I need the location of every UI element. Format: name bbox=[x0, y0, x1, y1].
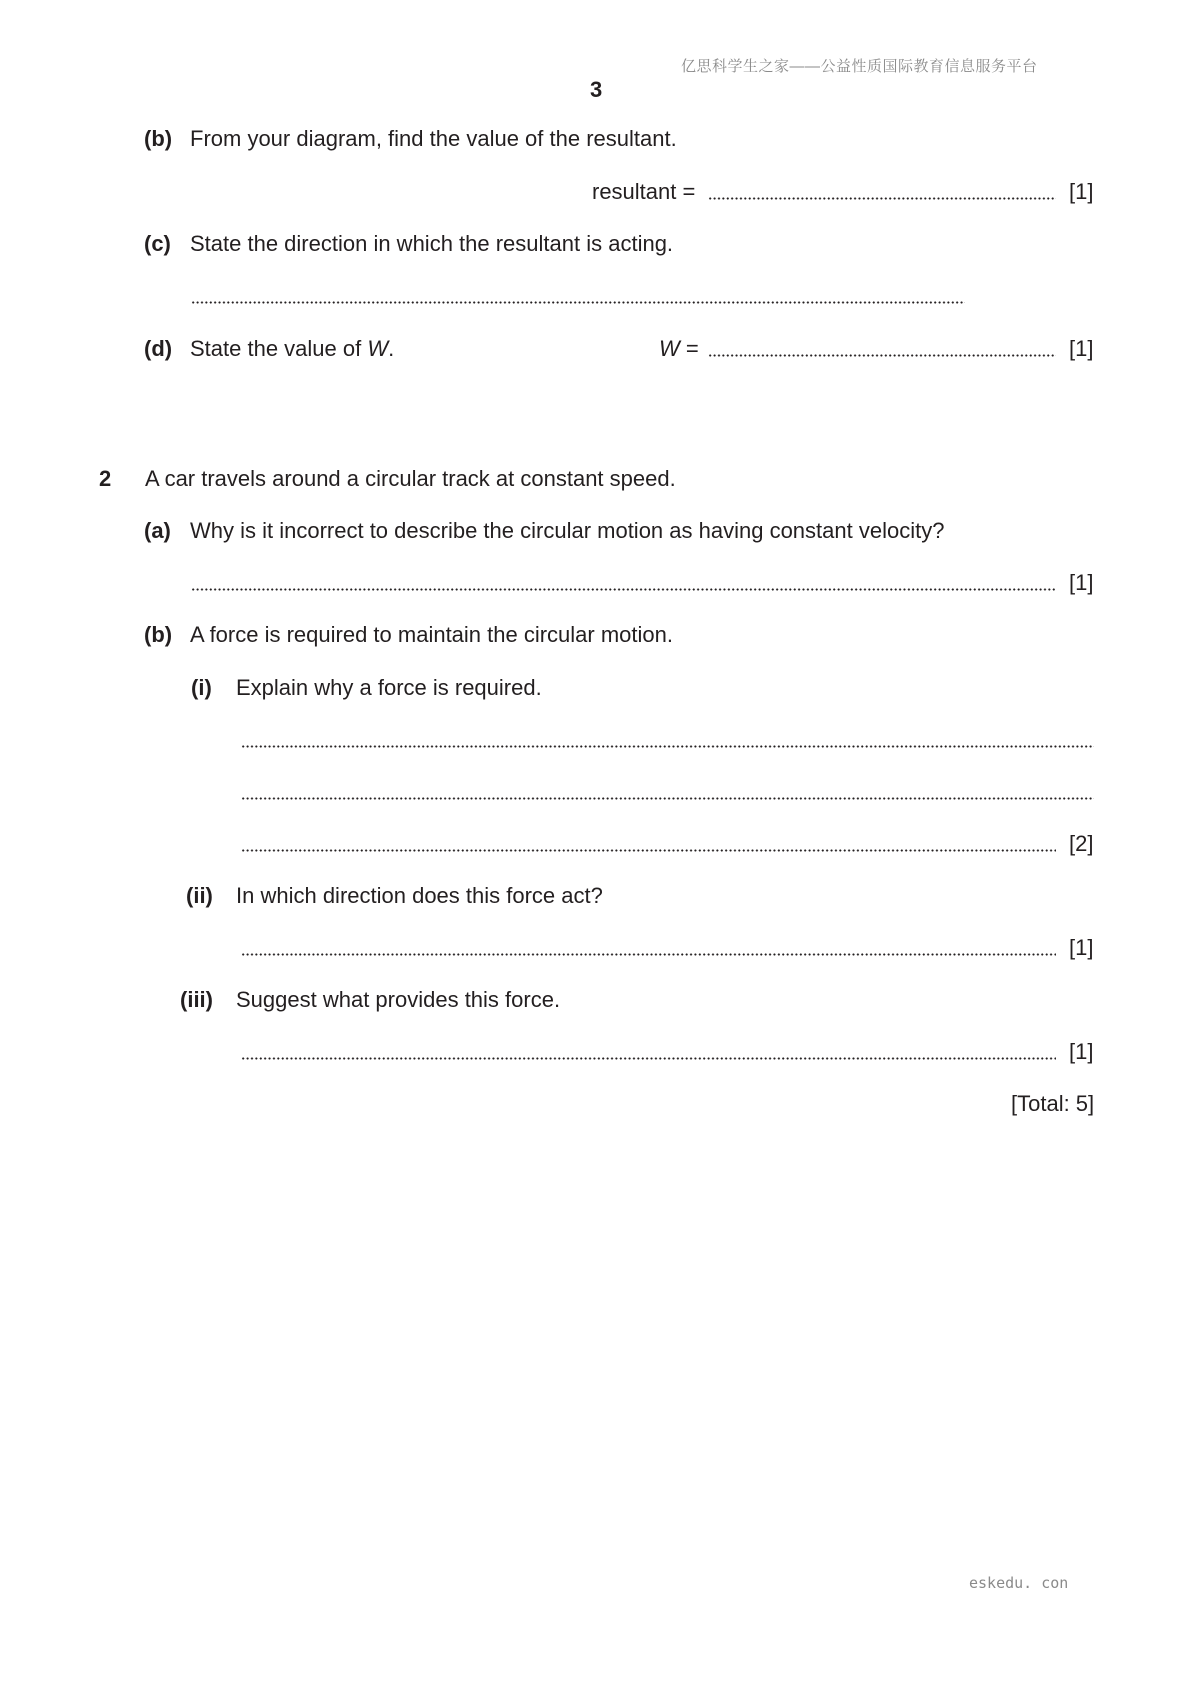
q2biii-answer-line[interactable] bbox=[241, 1057, 1056, 1060]
page-number: 3 bbox=[590, 77, 603, 102]
header-watermark: 亿思科学生之家——公益性质国际教育信息服务平台 bbox=[681, 58, 1038, 75]
q1b-answer-line[interactable] bbox=[708, 197, 1056, 200]
q1d-label: (d) bbox=[144, 336, 173, 361]
q2biii-text: Suggest what provides this force. bbox=[236, 987, 561, 1012]
q2bi-answer-line-3[interactable] bbox=[241, 849, 1056, 852]
q2bi-answer-line-2[interactable] bbox=[241, 797, 1094, 800]
q2b-text: A force is required to maintain the circular motion. bbox=[190, 622, 674, 647]
q2-stem: A car travels around a circular track at constant speed. bbox=[145, 466, 676, 491]
q2a-marks: [1] bbox=[1069, 570, 1094, 595]
q1b-text: From your diagram, find the value of the resultant. bbox=[190, 126, 677, 151]
q2bi-text: Explain why a force is required. bbox=[236, 675, 542, 700]
q2a-label: (a) bbox=[144, 518, 171, 543]
q2bi-label: (i) bbox=[191, 675, 212, 700]
q1d-text: State the value of W. bbox=[190, 336, 395, 361]
q2b-label: (b) bbox=[144, 622, 173, 647]
q1c-answer-line[interactable] bbox=[191, 301, 965, 304]
q1d-answer-line[interactable] bbox=[708, 354, 1056, 357]
q2biii-label: (iii) bbox=[180, 987, 213, 1012]
q1d-marks: [1] bbox=[1069, 336, 1094, 361]
q1c-label: (c) bbox=[144, 231, 171, 256]
q2bii-label: (ii) bbox=[186, 883, 213, 908]
q2bi-marks: [2] bbox=[1069, 831, 1094, 856]
q2a-answer-line[interactable] bbox=[191, 588, 1056, 591]
q1b-answer-prefix: resultant = bbox=[592, 179, 696, 204]
q2bii-text: In which direction does this force act? bbox=[236, 883, 603, 908]
q2bi-answer-line-1[interactable] bbox=[241, 745, 1094, 748]
q1c-text: State the direction in which the resultant is acting. bbox=[190, 231, 674, 256]
q2-number: 2 bbox=[99, 466, 112, 491]
q2biii-marks: [1] bbox=[1069, 1039, 1094, 1064]
q1b-label: (b) bbox=[144, 126, 173, 151]
footer-site: eskedu. con bbox=[969, 1574, 1069, 1592]
q2a-text: Why is it incorrect to describe the circular motion as having constant velocity? bbox=[190, 518, 945, 543]
q2-total-marks: [Total: 5] bbox=[1011, 1091, 1095, 1116]
q2bii-marks: [1] bbox=[1069, 935, 1094, 960]
q2bii-answer-line[interactable] bbox=[241, 953, 1056, 956]
q1d-answer-prefix: W = bbox=[659, 336, 699, 361]
q1b-marks: [1] bbox=[1069, 179, 1094, 204]
